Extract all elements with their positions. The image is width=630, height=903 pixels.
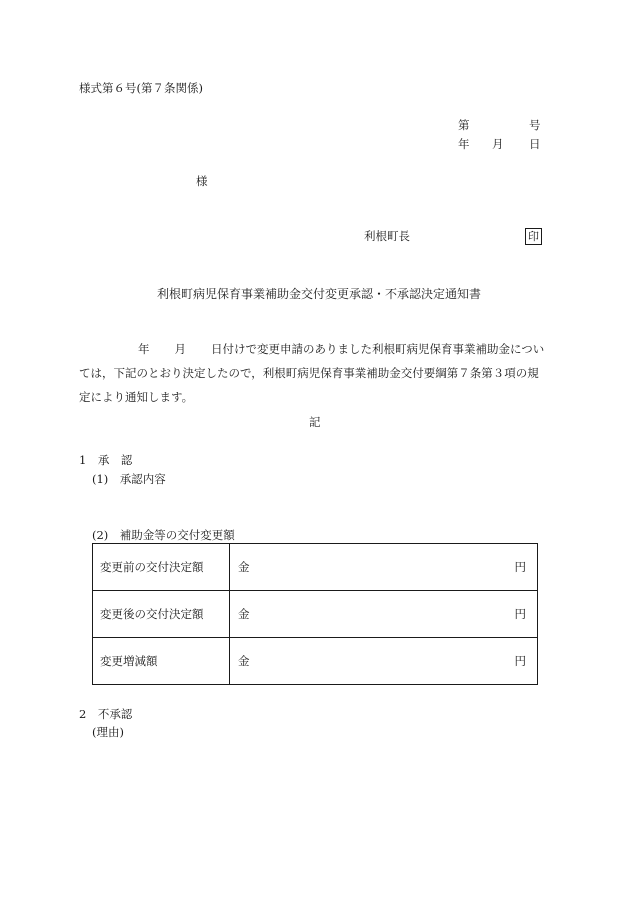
row-label: 変更後の交付決定額 (93, 591, 230, 638)
issuer-name: 利根町長 (364, 229, 410, 243)
date-day: 日 (529, 137, 541, 151)
row-label: 変更増減額 (93, 638, 230, 685)
change-amount-label: (2) 補助金等の交付変更額 (92, 528, 235, 542)
body-line-1 (79, 337, 551, 361)
amount-prefix: 金 (238, 560, 250, 574)
amount-cell (230, 544, 538, 591)
amount-cell (230, 638, 538, 685)
table-row (93, 591, 538, 638)
table-row (93, 544, 538, 591)
amount-cell (230, 591, 538, 638)
reason-label: (理由) (92, 725, 124, 739)
amount-unit: 円 (514, 560, 526, 574)
doc-number-go: 号 (529, 118, 541, 132)
body-paragraph (79, 337, 551, 409)
amount-prefix: 金 (238, 607, 250, 621)
body-line-1-text: 日付けで変更申請のありました利根町病児保育事業補助金につい (211, 342, 545, 356)
date-year: 年 (458, 137, 470, 151)
document-title: 利根町病児保育事業補助金交付変更承認・不承認決定通知書 (157, 287, 482, 301)
ki-heading: 記 (309, 415, 321, 429)
table-row (93, 638, 538, 685)
date-month: 月 (492, 137, 504, 151)
body-month: 月 (174, 342, 186, 356)
body-line-2: ては，下記のとおり決定したので，利根町病児保育事業補助金交付要綱第７条第３項の規 (79, 366, 539, 380)
amount-table (92, 543, 538, 685)
approval-content-label: (1) 承認内容 (92, 472, 166, 486)
row-label: 変更前の交付決定額 (93, 544, 230, 591)
section1-heading: 1 承 認 (79, 453, 133, 467)
body-line-3: 定により通知します。 (79, 390, 194, 404)
amount-prefix: 金 (238, 654, 250, 668)
section2-heading: 2 不承認 (79, 707, 133, 721)
doc-number-dai: 第 (458, 118, 470, 132)
amount-unit: 円 (514, 607, 526, 621)
addressee-suffix: 様 (196, 174, 208, 188)
body-year: 年 (138, 342, 150, 356)
form-number: 様式第６号(第７条関係) (79, 81, 203, 95)
seal-mark: 印 (525, 228, 542, 245)
amount-unit: 円 (514, 654, 526, 668)
